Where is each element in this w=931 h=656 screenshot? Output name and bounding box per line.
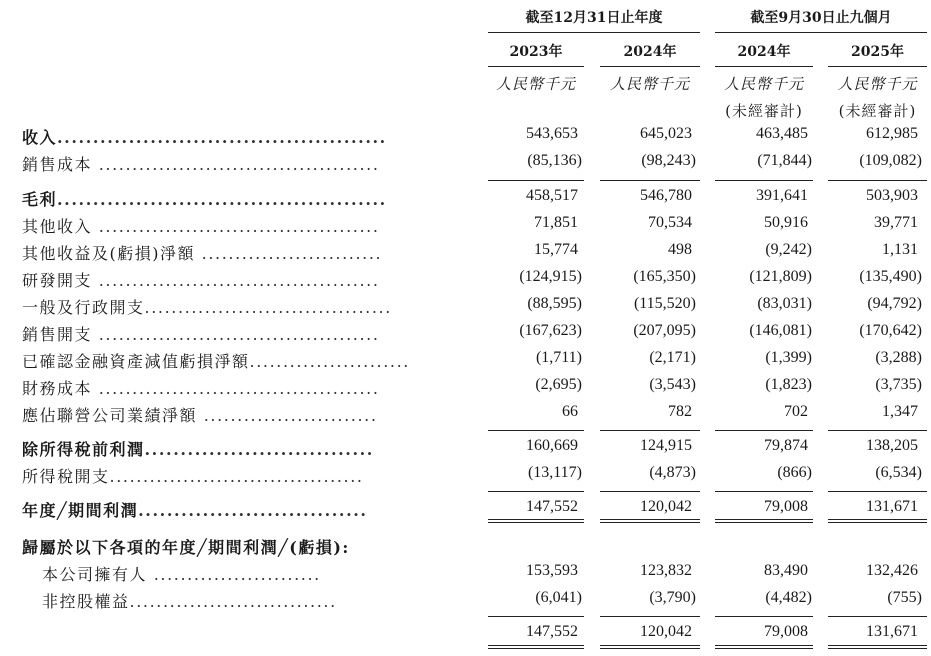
row-label-revenue: 收入.............................................. bbox=[22, 128, 387, 147]
cell: (170,642) bbox=[859, 322, 922, 339]
cell: (1,711) bbox=[535, 349, 582, 366]
unit-label: 人民幣千元 bbox=[837, 75, 918, 93]
cell: (109,082) bbox=[859, 152, 922, 169]
cell: 147,552 bbox=[526, 623, 578, 640]
subtotal-rule bbox=[828, 616, 927, 617]
subtotal-rule bbox=[715, 616, 813, 617]
cell: 120,042 bbox=[640, 498, 692, 515]
row-label-cost: 銷售成本 .......................................... bbox=[22, 155, 380, 174]
total-double-rule bbox=[600, 519, 700, 523]
cell: (6,041) bbox=[535, 589, 582, 606]
year-rule-4 bbox=[828, 66, 927, 67]
year-header-2024-fy: 2024年 bbox=[623, 44, 677, 60]
cell: 66 bbox=[562, 403, 578, 420]
subtotal-rule bbox=[715, 180, 813, 181]
cell: 391,641 bbox=[756, 187, 808, 204]
subtotal-rule bbox=[600, 616, 700, 617]
cell: (85,136) bbox=[527, 152, 582, 169]
cell: 50,916 bbox=[764, 214, 808, 231]
cell: 131,671 bbox=[866, 498, 918, 515]
cell: 1,131 bbox=[882, 241, 918, 258]
cell: (3,288) bbox=[875, 349, 922, 366]
row-label-rnd: 研發開支 .......................................... bbox=[22, 271, 380, 290]
row-label-other-gains: 其他收益及(虧損)淨額 ........................... bbox=[22, 244, 383, 263]
unaudited-label: (未經審計) bbox=[838, 102, 917, 120]
unit-label: 人民幣千元 bbox=[609, 75, 690, 93]
unit-label: 人民幣千元 bbox=[495, 75, 576, 93]
cell: 645,023 bbox=[640, 125, 692, 142]
cell: (146,081) bbox=[749, 322, 812, 339]
cell: 120,042 bbox=[640, 623, 692, 640]
row-label-impairment: 已確認金融資產減值虧損淨額........................ bbox=[22, 352, 410, 371]
cell: 83,490 bbox=[764, 562, 808, 579]
cell: (135,490) bbox=[859, 268, 922, 285]
row-label-selling: 銷售開支 .......................................... bbox=[22, 325, 380, 344]
cell: (167,623) bbox=[519, 322, 582, 339]
subtotal-rule bbox=[488, 491, 584, 492]
year-header-2025-9m: 2025年 bbox=[851, 44, 904, 60]
cell: 546,780 bbox=[640, 187, 692, 204]
cell: (88,595) bbox=[527, 295, 582, 312]
total-double-rule bbox=[828, 519, 927, 523]
group-header-nine-months: 截至9月30日止九個月 bbox=[750, 10, 892, 26]
subtotal-rule bbox=[488, 616, 584, 617]
cell: (165,350) bbox=[633, 268, 696, 285]
group-header-year: 截至12月31日止年度 bbox=[525, 10, 663, 26]
cell: (115,520) bbox=[633, 295, 696, 312]
cell: (207,095) bbox=[633, 322, 696, 339]
subtotal-rule bbox=[828, 430, 927, 431]
cell: (13,117) bbox=[527, 464, 582, 481]
cell: 543,653 bbox=[526, 125, 578, 142]
unaudited-label: (未經審計) bbox=[725, 102, 803, 120]
row-label-associate: 應佔聯營公司業績淨額 .......................... bbox=[22, 406, 378, 425]
cell: (4,482) bbox=[765, 589, 812, 606]
subtotal-rule bbox=[828, 180, 927, 181]
cell: 124,915 bbox=[640, 437, 692, 454]
subtotal-rule bbox=[715, 491, 813, 492]
cell: (9,242) bbox=[765, 241, 812, 258]
cell: 498 bbox=[668, 241, 692, 258]
row-label-profit: 年度╱期間利潤................................ bbox=[22, 501, 368, 520]
total-double-rule bbox=[488, 645, 584, 649]
unit-label: 人民幣千元 bbox=[723, 75, 804, 93]
row-label-profit-before-tax: 除所得稅前利潤................................ bbox=[22, 440, 374, 459]
cell: 463,485 bbox=[756, 125, 808, 142]
row-label-gross-profit: 毛利.............................................. bbox=[22, 190, 387, 209]
cell: 160,669 bbox=[526, 437, 578, 454]
cell: 782 bbox=[668, 403, 692, 420]
row-label-nci: 非控股權益............................... bbox=[42, 592, 337, 611]
total-double-rule bbox=[488, 519, 584, 523]
year-header-2023: 2023年 bbox=[509, 44, 563, 60]
cell: 1,347 bbox=[882, 403, 918, 420]
year-header-2024-9m: 2024年 bbox=[737, 44, 791, 60]
cell: 612,985 bbox=[866, 125, 918, 142]
cell: 15,774 bbox=[534, 241, 578, 258]
cell: (6,534) bbox=[875, 464, 922, 481]
row-label-income-tax: 所得稅開支...................................... bbox=[22, 467, 364, 486]
total-double-rule bbox=[715, 645, 813, 649]
cell: (121,809) bbox=[749, 268, 812, 285]
subtotal-rule bbox=[828, 491, 927, 492]
cell: 138,205 bbox=[866, 437, 918, 454]
cell: (866) bbox=[777, 464, 812, 481]
cell: 503,903 bbox=[866, 187, 918, 204]
cell: 71,851 bbox=[534, 214, 578, 231]
cell: 79,874 bbox=[764, 437, 808, 454]
total-double-rule bbox=[828, 645, 927, 649]
cell: (3,790) bbox=[649, 589, 696, 606]
cell: (94,792) bbox=[867, 295, 922, 312]
cell: 153,593 bbox=[526, 562, 578, 579]
section-title-attributable: 歸屬於以下各項的年度╱期間利潤╱(虧損): bbox=[22, 538, 350, 557]
cell: (755) bbox=[887, 589, 922, 606]
cell: (1,399) bbox=[765, 349, 812, 366]
year-rule-1 bbox=[488, 66, 584, 67]
cell: 79,008 bbox=[764, 498, 808, 515]
row-label-owners: 本公司擁有人 ......................... bbox=[42, 565, 321, 584]
cell: 458,517 bbox=[526, 187, 578, 204]
cell: (124,915) bbox=[519, 268, 582, 285]
cell: (98,243) bbox=[641, 152, 696, 169]
cell: (2,171) bbox=[649, 349, 696, 366]
cell: (71,844) bbox=[757, 152, 812, 169]
cell: (3,735) bbox=[875, 376, 922, 393]
cell: 70,534 bbox=[648, 214, 692, 231]
cell: (4,873) bbox=[649, 464, 696, 481]
row-label-other-income: 其他收入 .......................................... bbox=[22, 217, 380, 236]
cell: (1,823) bbox=[765, 376, 812, 393]
cell: 132,426 bbox=[866, 562, 918, 579]
group-header-nine-months-rule bbox=[715, 32, 927, 33]
cell: (3,543) bbox=[649, 376, 696, 393]
subtotal-rule bbox=[488, 180, 584, 181]
cell: 702 bbox=[784, 403, 808, 420]
year-rule-2 bbox=[600, 66, 700, 67]
subtotal-rule bbox=[600, 180, 700, 181]
row-label-finance-costs: 財務成本 .......................................... bbox=[22, 379, 380, 398]
group-header-year-rule bbox=[488, 32, 700, 33]
cell: (83,031) bbox=[757, 295, 812, 312]
subtotal-rule bbox=[488, 430, 584, 431]
year-rule-3 bbox=[715, 66, 813, 67]
total-double-rule bbox=[600, 645, 700, 649]
cell: 79,008 bbox=[764, 623, 808, 640]
row-label-admin: 一般及行政開支..................................... bbox=[22, 298, 392, 317]
cell: 39,771 bbox=[874, 214, 918, 231]
subtotal-rule bbox=[600, 491, 700, 492]
total-double-rule bbox=[715, 519, 813, 523]
cell: 123,832 bbox=[640, 562, 692, 579]
subtotal-rule bbox=[715, 430, 813, 431]
cell: (2,695) bbox=[535, 376, 582, 393]
cell: 131,671 bbox=[866, 623, 918, 640]
subtotal-rule bbox=[600, 430, 700, 431]
cell: 147,552 bbox=[526, 498, 578, 515]
